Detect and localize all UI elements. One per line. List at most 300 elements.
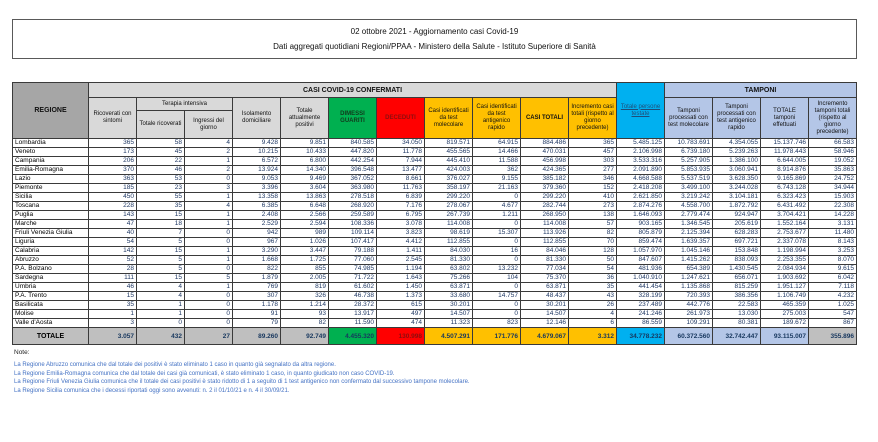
value-cell: 0 [185, 229, 233, 238]
value-cell: 6.572 [233, 157, 281, 166]
value-cell: 1.211 [473, 211, 521, 220]
value-cell: 35 [137, 202, 185, 211]
value-cell: 6.431.492 [761, 202, 809, 211]
value-cell: 206 [89, 157, 137, 166]
table-row [13, 202, 857, 211]
value-cell: 54 [89, 238, 137, 247]
value-cell: 138 [569, 211, 617, 220]
value-cell: 7.118 [809, 283, 857, 292]
total-value-cell: 92.749 [281, 328, 329, 345]
value-cell: 46 [137, 166, 185, 175]
value-cell: 1.214 [281, 301, 329, 310]
value-cell: 1 [89, 310, 137, 319]
region-name: Campania [13, 157, 89, 166]
value-cell: 3.704.421 [761, 211, 809, 220]
column-header-tamponi-totale: TOTALE tamponi effettuati [761, 98, 809, 139]
value-cell: 6.042 [809, 274, 857, 283]
total-value-cell: 355.896 [809, 328, 857, 345]
value-cell: 2 [185, 166, 233, 175]
column-header-casi-antigenico: Casi identificati da test antigenico rapido [473, 98, 521, 139]
total-value-cell: 60.372.560 [665, 328, 713, 345]
value-cell: 13.358 [233, 193, 281, 202]
value-cell: 0 [185, 310, 233, 319]
value-cell: 278.518 [329, 193, 377, 202]
value-cell: 36 [569, 274, 617, 283]
value-cell: 108.336 [329, 220, 377, 229]
value-cell: 241.246 [617, 310, 665, 319]
value-cell: 81.330 [425, 256, 473, 265]
value-cell: 1.135.868 [665, 283, 713, 292]
total-value-cell: 93.115.007 [761, 328, 809, 345]
region-name: Valle d'Aosta [13, 319, 89, 328]
value-cell: 93 [281, 310, 329, 319]
value-cell: 0 [185, 292, 233, 301]
value-cell: 470.031 [521, 148, 569, 157]
value-cell: 447.820 [329, 148, 377, 157]
value-cell: 840.585 [329, 139, 377, 148]
total-value-cell: 89.260 [233, 328, 281, 345]
total-row [13, 328, 857, 345]
region-name: Basilicata [13, 301, 89, 310]
region-name: Piemonte [13, 184, 89, 193]
value-cell: 1.415.262 [665, 256, 713, 265]
value-cell: 365 [569, 139, 617, 148]
value-cell: 153.848 [713, 247, 761, 256]
value-cell: 268.950 [521, 211, 569, 220]
value-cell: 63.802 [425, 265, 473, 274]
value-cell: 70 [569, 238, 617, 247]
value-cell: 11.763 [377, 184, 425, 193]
value-cell: 5.257.905 [665, 157, 713, 166]
value-cell: 11.778 [377, 148, 425, 157]
value-cell: 823 [473, 319, 521, 328]
value-cell: 128 [569, 247, 617, 256]
value-cell: 1.026 [281, 238, 329, 247]
value-cell: 1.430.545 [713, 265, 761, 274]
value-cell: 942 [233, 229, 281, 238]
value-cell: 2.621.850 [617, 193, 665, 202]
region-name: Liguria [13, 238, 89, 247]
value-cell: 58 [137, 139, 185, 148]
value-cell: 2.779.474 [665, 211, 713, 220]
value-cell: 1.045.146 [665, 247, 713, 256]
value-cell: 1.194 [377, 265, 425, 274]
value-cell: 46 [89, 283, 137, 292]
value-cell: 14.757 [473, 292, 521, 301]
value-cell: 1 [137, 310, 185, 319]
value-cell: 2.566 [281, 211, 329, 220]
column-header-ricoverati: Ricoverati con sintomi [89, 98, 137, 139]
region-name: P.A. Trento [13, 292, 89, 301]
value-cell: 4 [185, 139, 233, 148]
table-row [13, 238, 857, 247]
value-cell: 4 [137, 292, 185, 301]
value-cell: 82 [569, 229, 617, 238]
value-cell: 1.668 [233, 256, 281, 265]
table-row [13, 193, 857, 202]
value-cell: 4.232 [809, 292, 857, 301]
value-cell: 365 [89, 139, 137, 148]
value-cell: 15 [89, 292, 137, 301]
value-cell: 10.215 [233, 148, 281, 157]
value-cell: 53 [137, 175, 185, 184]
table-row [13, 301, 857, 310]
value-cell: 328.199 [617, 292, 665, 301]
value-cell: 14.466 [473, 148, 521, 157]
value-cell: 445.410 [425, 157, 473, 166]
bulletin-source-line: Dati aggregati quotidiani Regioni/PPAA - Ministero della Salute - Istituto Superiore di Sanità [273, 42, 596, 52]
value-cell: 205.619 [713, 220, 761, 229]
total-value-cell: 27 [185, 328, 233, 345]
value-cell: 267.739 [425, 211, 473, 220]
bulletin-title-box [12, 19, 857, 59]
value-cell: 18 [137, 220, 185, 229]
value-cell: 11.480 [809, 229, 857, 238]
value-cell: 84.046 [521, 247, 569, 256]
value-cell: 3.823 [377, 229, 425, 238]
value-cell: 326 [281, 292, 329, 301]
value-cell: 21.163 [473, 184, 521, 193]
value-cell: 11.323 [425, 319, 473, 328]
region-name: Friuli Venezia Giulia [13, 229, 89, 238]
table-row [13, 139, 857, 148]
region-name: Lombardia [13, 139, 89, 148]
table-row [13, 220, 857, 229]
value-cell: 3.060.941 [713, 166, 761, 175]
column-header-tamponi-antigenico: Tamponi processati con test antigenico rapido [713, 98, 761, 139]
value-cell: 13.924 [233, 166, 281, 175]
value-cell: 10.783.691 [665, 139, 713, 148]
value-cell: 385.182 [521, 175, 569, 184]
value-cell: 1.646.093 [617, 211, 665, 220]
value-cell: 1 [185, 211, 233, 220]
value-cell: 75.370 [521, 274, 569, 283]
value-cell: 6.739.180 [665, 148, 713, 157]
column-header-deceduti: DECEDUTI [377, 98, 425, 139]
value-cell: 54 [569, 265, 617, 274]
value-cell: 112.855 [521, 238, 569, 247]
notes-title: Note: [14, 349, 30, 356]
column-header-tamponi-molecolare: Tamponi processati con test molecolare [665, 98, 713, 139]
value-cell: 34.050 [377, 139, 425, 148]
value-cell: 45 [137, 148, 185, 157]
value-cell: 98.619 [425, 229, 473, 238]
value-cell: 13.917 [329, 310, 377, 319]
value-cell: 40 [89, 229, 137, 238]
column-header-terapia-intensiva: Terapia intensiva [137, 98, 233, 111]
value-cell: 228 [89, 202, 137, 211]
value-cell: 2.753.677 [761, 229, 809, 238]
value-cell: 4.677 [473, 202, 521, 211]
value-cell: 58.946 [809, 148, 857, 157]
value-cell: 12.146 [521, 319, 569, 328]
value-cell: 1.411 [377, 247, 425, 256]
value-cell: 376.027 [425, 175, 473, 184]
value-cell: 3.244.028 [713, 184, 761, 193]
value-cell: 5.853.935 [665, 166, 713, 175]
value-cell: 30.201 [425, 301, 473, 310]
region-name: Toscana [13, 202, 89, 211]
value-cell: 654.389 [665, 265, 713, 274]
value-cell: 615 [377, 301, 425, 310]
value-cell: 819 [281, 283, 329, 292]
value-cell: 11.978.443 [761, 148, 809, 157]
note-abruzzo: La Regione Abruzzo comunica che dal totale dei positivi è stato eliminato 1 caso in quanto già segnalato da altra regione. [14, 362, 336, 368]
table-row [13, 274, 857, 283]
value-cell: 1 [185, 157, 233, 166]
value-cell: 2 [185, 148, 233, 157]
value-cell: 1 [185, 193, 233, 202]
value-cell: 547 [809, 310, 857, 319]
value-cell: 720.393 [665, 292, 713, 301]
value-cell: 0 [473, 193, 521, 202]
value-cell: 1.903.692 [761, 274, 809, 283]
value-cell: 9.469 [281, 175, 329, 184]
value-cell: 14.340 [281, 166, 329, 175]
value-cell: 307 [233, 292, 281, 301]
value-cell: 3.447 [281, 247, 329, 256]
value-cell: 4 [185, 202, 233, 211]
value-cell: 142 [89, 247, 137, 256]
value-cell: 1.951.127 [761, 283, 809, 292]
value-cell: 143 [89, 211, 137, 220]
table-row [13, 229, 857, 238]
table-row [13, 157, 857, 166]
value-cell: 1.872.792 [713, 202, 761, 211]
value-cell: 379.360 [521, 184, 569, 193]
value-cell: 2.091.890 [617, 166, 665, 175]
value-cell: 13.030 [713, 310, 761, 319]
value-cell: 2.529 [233, 220, 281, 229]
value-cell: 1.386.100 [713, 157, 761, 166]
value-cell: 23 [137, 184, 185, 193]
table-header [13, 83, 857, 139]
value-cell: 30.201 [521, 301, 569, 310]
value-cell: 109.114 [329, 229, 377, 238]
value-cell: 5 [185, 274, 233, 283]
value-cell: 8.914.876 [761, 166, 809, 175]
value-cell: 3.219.242 [665, 193, 713, 202]
value-cell: 277 [569, 166, 617, 175]
value-cell: 35 [569, 283, 617, 292]
value-cell: 189.672 [761, 319, 809, 328]
value-cell: 4.412 [377, 238, 425, 247]
value-cell: 1.450 [377, 283, 425, 292]
value-cell: 303 [569, 157, 617, 166]
value-cell: 3.499.100 [665, 184, 713, 193]
value-cell: 282.744 [521, 202, 569, 211]
value-cell: 47 [89, 220, 137, 229]
value-cell: 481.936 [617, 265, 665, 274]
note-emilia-romagna: La Regione Emilia-Romagna comunica che dal totale dei casi già comunicati, è stato eliminato 1 caso, in quanto giudicato non caso COVID-19. [14, 370, 395, 377]
value-cell: 15.307 [473, 229, 521, 238]
covid-data-table [12, 82, 857, 345]
value-cell: 4.354.055 [713, 139, 761, 148]
value-cell: 114.008 [425, 220, 473, 229]
value-cell: 1.106.749 [761, 292, 809, 301]
value-cell: 82 [281, 319, 329, 328]
note-sicilia: La Regione Sicilia comunica che i decessi riportati oggi sono avvenuti: n. 2 il 01/10/21 e n. 4 il 30/09/21. [14, 387, 290, 394]
column-header-casi-totali: CASI TOTALI [521, 98, 569, 139]
value-cell: 1.025 [809, 301, 857, 310]
note-friuli-venezia-giulia: La Regione Friuli Venezia Giulia comunica che il totale dei casi positivi è stato ridotto di 1 a seguito di 1 test antigenico non confermato dal successivo tampone molecolare. [14, 379, 470, 385]
value-cell: 8.143 [809, 238, 857, 247]
total-value-cell: 4.455.320 [329, 328, 377, 345]
value-cell: 77.060 [329, 256, 377, 265]
value-cell: 6.385 [233, 202, 281, 211]
value-cell: 33.680 [425, 292, 473, 301]
region-name: Lazio [13, 175, 89, 184]
value-cell: 3.396 [233, 184, 281, 193]
region-name: Molise [13, 310, 89, 319]
value-cell: 628.283 [713, 229, 761, 238]
value-cell: 867 [809, 319, 857, 328]
table-body [13, 139, 857, 345]
value-cell: 2.084.934 [761, 265, 809, 274]
value-cell: 7.944 [377, 157, 425, 166]
value-cell: 14.507 [521, 310, 569, 319]
column-header-ti-totale: Totale ricoverati [137, 111, 185, 139]
column-header-isolamento: Isolamento domiciliare [233, 98, 281, 139]
region-name: Puglia [13, 211, 89, 220]
value-cell: 261.973 [665, 310, 713, 319]
value-cell: 5 [137, 238, 185, 247]
value-cell: 71.722 [329, 274, 377, 283]
value-cell: 6.839 [377, 193, 425, 202]
group-header-casi-confermati: CASI COVID-19 CONFERMATI [89, 83, 617, 98]
value-cell: 2.594 [281, 220, 329, 229]
value-cell: 346 [569, 175, 617, 184]
value-cell: 15.137.746 [761, 139, 809, 148]
value-cell: 9.165.869 [761, 175, 809, 184]
value-cell: 0 [185, 265, 233, 274]
value-cell: 4.558.700 [665, 202, 713, 211]
value-cell: 396.548 [329, 166, 377, 175]
value-cell: 424.365 [521, 166, 569, 175]
value-cell: 0 [185, 301, 233, 310]
value-cell: 57 [569, 220, 617, 229]
value-cell: 278.067 [425, 202, 473, 211]
value-cell: 4 [137, 283, 185, 292]
value-cell: 2.005 [281, 274, 329, 283]
total-value-cell: 32.742.447 [713, 328, 761, 345]
value-cell: 19.052 [809, 157, 857, 166]
value-cell: 81.330 [521, 256, 569, 265]
value-cell: 370 [89, 166, 137, 175]
value-cell: 1 [185, 256, 233, 265]
value-cell: 8.070 [809, 256, 857, 265]
value-cell: 3.078 [377, 220, 425, 229]
table-row [13, 283, 857, 292]
bulletin-date-line: 02 ottobre 2021 - Aggiornamento casi Covid-19 [350, 26, 519, 36]
value-cell: 35 [89, 301, 137, 310]
value-cell: 35.863 [809, 166, 857, 175]
value-cell: 15 [137, 247, 185, 256]
table-row [13, 265, 857, 274]
value-cell: 275.003 [761, 310, 809, 319]
value-cell: 2.253.355 [761, 256, 809, 265]
value-cell: 0 [473, 310, 521, 319]
total-value-cell: 171.776 [473, 328, 521, 345]
value-cell: 363.980 [329, 184, 377, 193]
region-name: Calabria [13, 247, 89, 256]
value-cell: 441.454 [617, 283, 665, 292]
table-row [13, 166, 857, 175]
value-cell: 75.266 [425, 274, 473, 283]
value-cell: 86.559 [617, 319, 665, 328]
value-cell: 967 [233, 238, 281, 247]
value-cell: 5.485.125 [617, 139, 665, 148]
value-cell: 924.947 [713, 211, 761, 220]
value-cell: 1.373 [377, 292, 425, 301]
value-cell: 1 [185, 247, 233, 256]
value-cell: 48.437 [521, 292, 569, 301]
value-cell: 5 [137, 256, 185, 265]
value-cell: 656.071 [713, 274, 761, 283]
value-cell: 26 [569, 301, 617, 310]
value-cell: 104 [473, 274, 521, 283]
column-header-persone-testate: Totale persone testate [617, 83, 665, 139]
value-cell: 847.607 [617, 256, 665, 265]
region-name: Sicilia [13, 193, 89, 202]
value-cell: 34.944 [809, 184, 857, 193]
group-header-tamponi: TAMPONI [665, 83, 857, 98]
value-cell: 4.668.588 [617, 175, 665, 184]
value-cell: 1 [137, 301, 185, 310]
value-cell: 1 [185, 220, 233, 229]
value-cell: 22.583 [713, 301, 761, 310]
value-cell: 2.125.394 [665, 229, 713, 238]
value-cell: 79 [233, 319, 281, 328]
value-cell: 52 [89, 256, 137, 265]
value-cell: 1 [185, 283, 233, 292]
value-cell: 63.871 [521, 283, 569, 292]
value-cell: 0 [137, 319, 185, 328]
value-cell: 456.998 [521, 157, 569, 166]
value-cell: 3 [185, 184, 233, 193]
value-cell: 185 [89, 184, 137, 193]
total-value-cell: 130.998 [377, 328, 425, 345]
value-cell: 855 [281, 265, 329, 274]
value-cell: 989 [281, 229, 329, 238]
value-cell: 63.871 [425, 283, 473, 292]
value-cell: 28 [89, 265, 137, 274]
value-cell: 1.057.970 [617, 247, 665, 256]
value-cell: 299.220 [521, 193, 569, 202]
value-cell: 442.254 [329, 157, 377, 166]
value-cell: 84.030 [425, 247, 473, 256]
region-name: Sardegna [13, 274, 89, 283]
value-cell: 474 [377, 319, 425, 328]
value-cell: 1.346.545 [665, 220, 713, 229]
value-cell: 0 [185, 175, 233, 184]
table-row [13, 310, 857, 319]
region-name: Emilia-Romagna [13, 166, 89, 175]
value-cell: 74.985 [329, 265, 377, 274]
value-cell: 455.565 [425, 148, 473, 157]
value-cell: 13.863 [281, 193, 329, 202]
total-label: TOTALE [13, 328, 89, 345]
value-cell: 9.615 [809, 265, 857, 274]
value-cell: 173 [89, 148, 137, 157]
region-name: Umbria [13, 283, 89, 292]
value-cell: 64.915 [473, 139, 521, 148]
value-cell: 50 [569, 256, 617, 265]
value-cell: 9.155 [473, 175, 521, 184]
value-cell: 450 [89, 193, 137, 202]
value-cell: 1.643 [377, 274, 425, 283]
value-cell: 838.093 [713, 256, 761, 265]
